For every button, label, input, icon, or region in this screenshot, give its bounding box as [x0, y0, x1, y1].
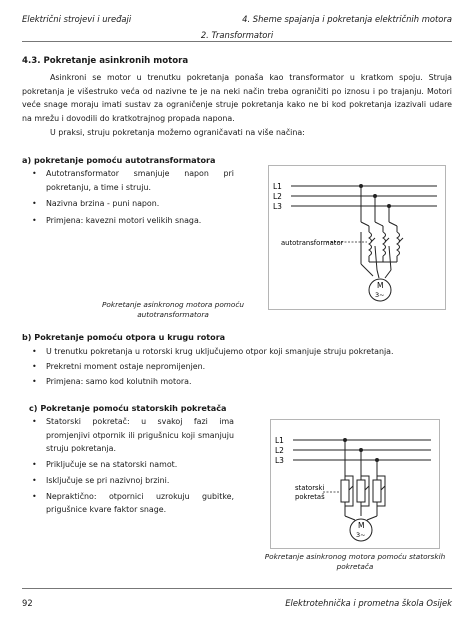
bullet-icon: •: [32, 347, 37, 356]
subsection-b-bullets: [30, 345, 450, 391]
autotransformer-schematic: [269, 166, 445, 309]
stator-starter-schematic: [271, 420, 439, 548]
bullet-icon: •: [32, 169, 37, 178]
line-l3-label: L3: [273, 202, 282, 211]
list-item: • Primjena: samo kod kolutnih motora.: [30, 375, 450, 389]
list-item: • Prekretni moment ostaje nepromijenjen.: [30, 360, 450, 374]
bullet-icon: •: [32, 491, 37, 501]
header-divider: [22, 41, 452, 42]
bullet-icon: •: [32, 377, 37, 387]
supply-drops: [344, 439, 379, 477]
list-item: • Priključuje se na statorski namot.: [30, 458, 234, 472]
footer-school-name: Elektrotehnička i prometna škola Osijek: [285, 598, 452, 608]
footer-divider: [22, 588, 452, 589]
bullet-icon: •: [32, 459, 37, 469]
list-item: • U trenutku pokretanja u rotorski krug uključujemo otpor koji smanjuje struju pokretanja.: [30, 345, 450, 359]
subsection-a-title: a) pokretanje pomoću autotransformatora: [22, 155, 216, 165]
subsection-c-bullets: [30, 415, 234, 519]
bullet-icon: •: [32, 362, 37, 372]
header-book-title: Električni strojevi i uređaji: [22, 14, 132, 24]
stator-starter-label-1: statorski: [295, 484, 325, 492]
motor-label: M: [377, 281, 384, 290]
page-number: 92: [22, 598, 33, 608]
figure-c-caption: Pokretanje asinkronog motora pomoću statorskih pokretača: [264, 552, 446, 571]
subsection-c-title: c) Pokretanje pomoću statorskih pokretača: [29, 403, 227, 413]
motor-phase-label: 3~: [356, 531, 366, 539]
motor-label: M: [358, 521, 365, 530]
list-item: • Isključuje se pri nazivnoj brzini.: [30, 474, 234, 488]
line-l2-label: L2: [275, 446, 284, 455]
stator-resistors: [341, 476, 385, 520]
list-item: • Nazivna brzina - puni napon.: [30, 197, 234, 211]
list-item: • Nepraktično: otpornici uzrokuju gubitke, prigušnice kvare faktor snage.: [32, 491, 234, 515]
autotransformer-label: autotransformator: [281, 239, 344, 247]
stator-starter-label-2: pokretaš: [295, 493, 325, 501]
supply-drops: [360, 185, 398, 233]
subsection-a-bullets: [30, 167, 234, 230]
bullet-icon: •: [32, 199, 37, 209]
intro-paragraph: Asinkroni se motor u trenutku pokretanja ponaša kao transformator u kratkom spoju. Struja pokretanja je višestruko veća od nazivne te je na neki način treba ograničiti po iznosu i po trajanju. Motori veće snage moraju imati sustav za ograničenje struje pokretanja kako ne bi kod pokretanja izazivali udare na mrežu i dovodili do kratkotrajnog propada napona.: [22, 73, 452, 123]
header-chapter-title: 4. Sheme spajanja i pokretanja električnih motora: [242, 14, 452, 24]
bullet-icon: •: [32, 215, 37, 225]
list-item: • Autotransformator smanjuje napon pri pokretanju, a time i struju.: [32, 169, 234, 192]
motor-phase-label: 3~: [375, 291, 385, 299]
subsection-b-title: b) Pokretanje pomoću otpora u krugu rotora: [22, 332, 226, 342]
line-l2-label: L2: [273, 192, 282, 201]
autotransformer-coils: [361, 232, 403, 278]
autotransformer-diagram: [268, 165, 446, 310]
line-l1-label: L1: [273, 182, 282, 191]
list-item: • Statorski pokretač: u svakoj fazi ima promjenjivi otpornik ili prigušnicu koji smanjuju struju pokretanja.: [32, 417, 234, 454]
bullet-icon: •: [32, 417, 37, 426]
header-section-title: 2. Transformatori: [200, 30, 274, 40]
page-header: [22, 14, 452, 48]
line-l1-label: L1: [275, 436, 284, 445]
section-title: 4.3. Pokretanje asinkronih motora: [22, 56, 189, 66]
methods-intro-paragraph: U praksi, struju pokretanja možemo ograničavati na više načina:: [50, 128, 305, 137]
line-l3-label: L3: [275, 456, 284, 465]
stator-starter-diagram: [270, 419, 440, 549]
figure-a-caption: Pokretanje asinkronog motora pomoću autotransformatora: [101, 300, 245, 319]
list-item: • Primjena: kavezni motori velikih snaga.: [30, 214, 234, 228]
bullet-icon: •: [32, 475, 37, 485]
